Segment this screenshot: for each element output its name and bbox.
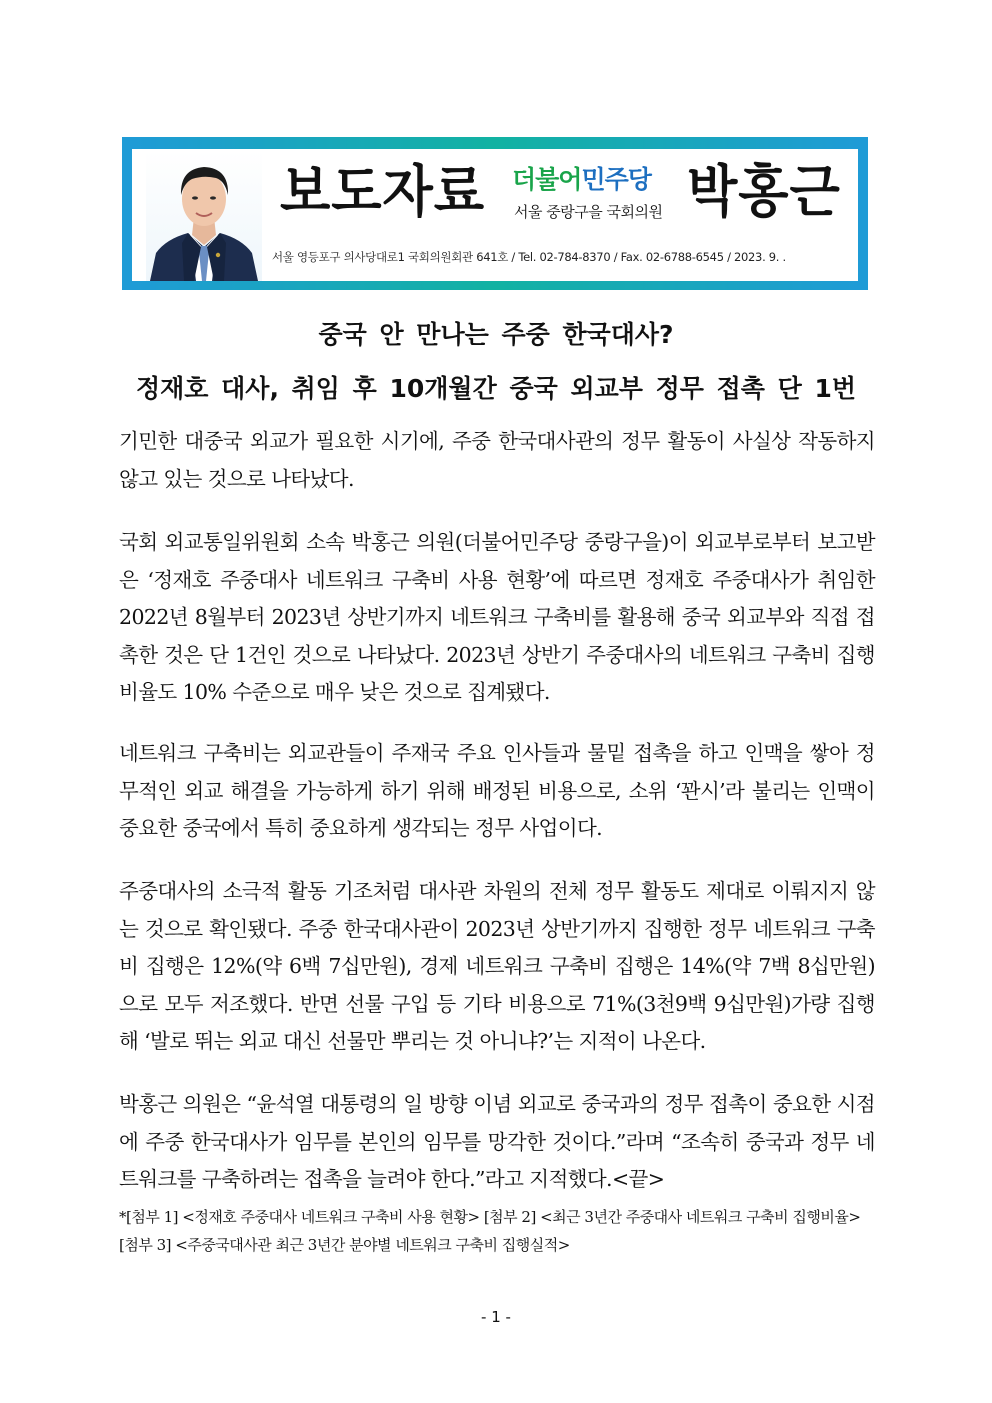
press-release-banner [122,137,868,290]
member-district: 서울 중랑구을 국회의원 [514,203,663,221]
party-name-part2: 민주당 [581,165,651,194]
party-logo [512,167,651,192]
press-release-title: 보도자료 [280,160,485,225]
body-paragraph-5: 박홍근 의원은 “윤석열 대통령의 일 방향 이념 외교로 중국과의 정무 접촉이 중요한 시점에 주중 한국대사가 임무를 본인의 임무를 망각한 것이다.”라며 “조속히 중국과 정무 네트워크를 구축하려는 접촉을 늘려야 한다.”라고 지적했다.<끝> [119,1092,875,1191]
banner-bottom-stripe [132,281,858,290]
body-paragraph-3: 네트워크 구축비는 외교관들이 주재국 주요 인사들과 물밑 접촉을 하고 인맥을 쌓아 정무적인 외교 해결을 가능하게 하기 위해 배정된 비용으로, 소위 ‘꽌시’라 불리는 인맥이 중요한 중국에서 특히 중요하게 생각되는 정무 사업이다. [119,741,875,840]
headline-line-1: 중국 안 만나는 주중 한국대사? [318,320,674,349]
office-contact-line: 서울 영등포구 의사당대로1 국회의원회관 641호 / Tel. 02-784-8370 / Fax. 02-6788-6545 / 2023. 9. . [272,250,786,264]
member-name: 박홍근 [687,160,841,225]
attachments-footnote: *[첨부 1] <정재호 주중대사 네트워크 구축비 사용 현황> [첨부 2] <최근 3년간 주중대사 네트워크 구축비 집행비율> [첨부 3] <주중국대사관 최근 3년간 분야별 네트워크 구축비 집행실적> [119,1208,861,1254]
body-paragraph-4: 주중대사의 소극적 활동 기조처럼 대사관 차원의 전체 정무 활동도 제대로 이뤄지지 않는 것으로 확인됐다. 주중 한국대사관이 2023년 상반기까지 집행한 정무 네트워크 구축비 집행은 12%(약 6백 7십만원), 경제 네트워크 구축비 집행은 14%(약 7백 8십만원)으로 모두 저조했다. 반면 선물 구입 등 기타 비용으로 71%(3천9백 9십만원)가량 집행해 ‘발로 뛰는 외교 대신 선물만 뿌리는 것 아니냐?’는 지적이 나온다. [119,879,875,1053]
banner-top-stripe [132,137,858,149]
headline-line-2: 정재호 대사, 취임 후 10개월간 중국 외교부 정무 접촉 단 1번 [135,374,857,403]
member-portrait [146,151,262,281]
page-number: - 1 - [481,1308,511,1326]
body-paragraph-2: 국회 외교통일위원회 소속 박홍근 의원(더불어민주당 중랑구을)이 외교부로부터 보고받은 ‘정재호 주중대사 네트워크 구축비 사용 현황’에 따르면 정재호 주중대사가 취임한 2022년 8월부터 2023년 상반기까지 네트워크 구축비를 활용해 중국 외교부와 직접 접촉한 것은 단 1건인 것으로 나타났다. 2023년 상반기 주중대사의 네트워크 구축비 집행 비율도 10% 수준으로 매우 낮은 것으로 집계됐다. [119,530,875,704]
party-name-part1: 더불어 [512,165,582,194]
body-paragraph-1: 기민한 대중국 외교가 필요한 시기에, 주중 한국대사관의 정무 활동이 사실상 작동하지 않고 있는 것으로 나타났다. [119,429,875,491]
